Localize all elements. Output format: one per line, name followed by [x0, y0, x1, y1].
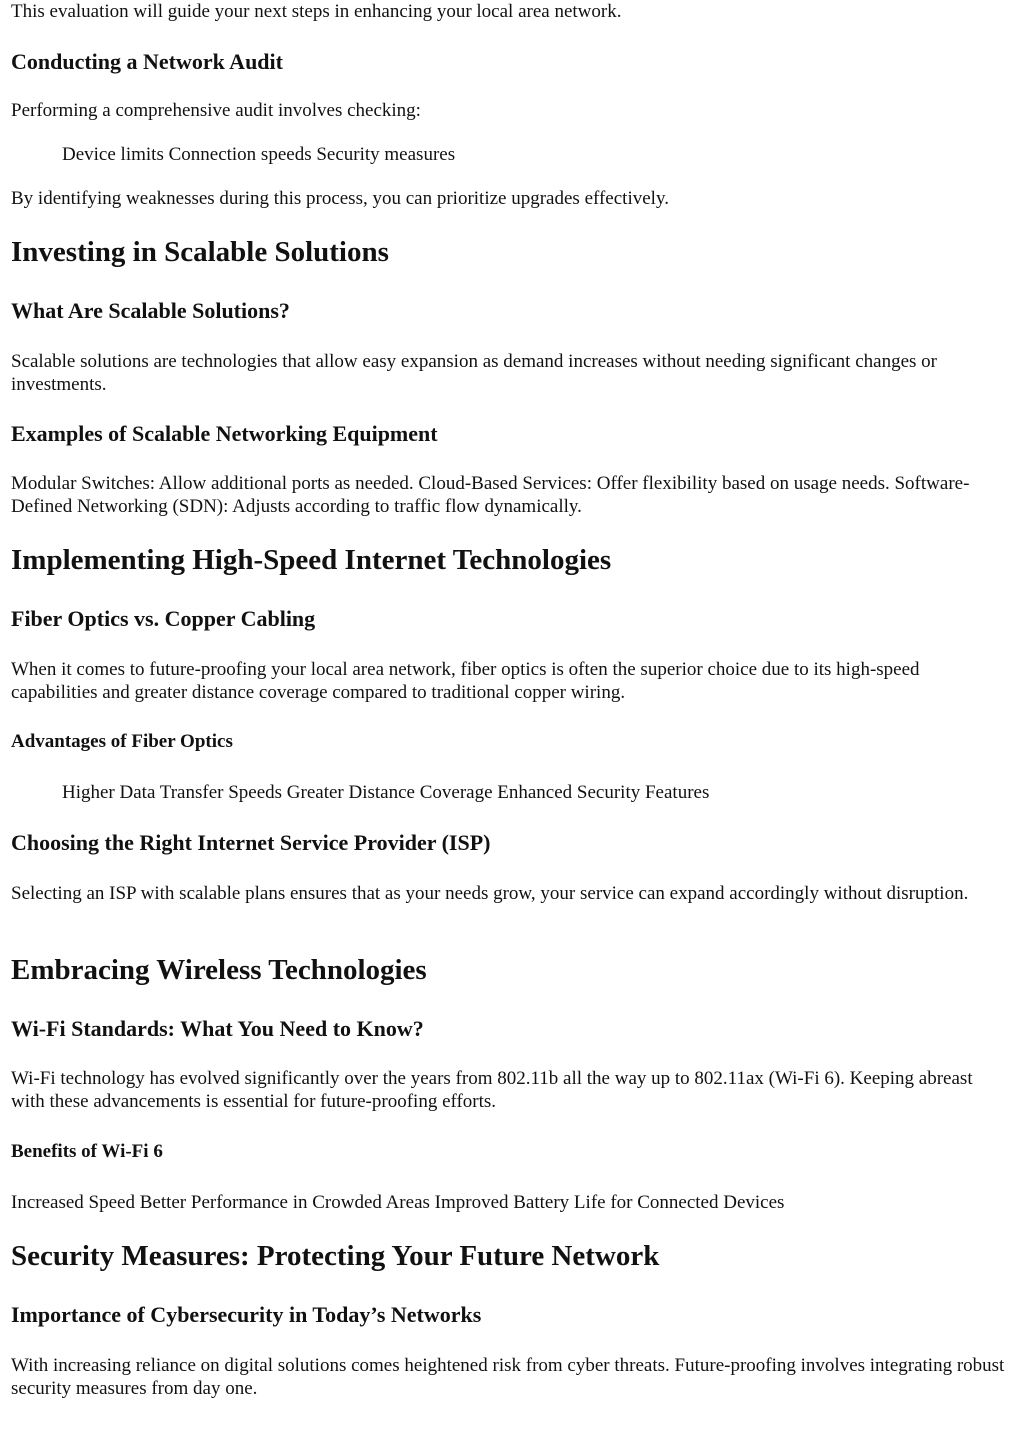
intro-paragraph: This evaluation will guide your next steps in enhancing your local area network.: [11, 1, 622, 22]
fiber-advantages-list: Higher Data Transfer Speeds Greater Distance Coverage Enhanced Security Features: [62, 782, 710, 803]
scalable-what-heading: What Are Scalable Solutions?: [11, 298, 290, 323]
security-section-heading: Security Measures: Protecting Your Future Network: [11, 1240, 660, 1272]
isp-paragraph: Selecting an ISP with scalable plans ensures that as your needs grow, your service can expand accordingly without disruption.: [11, 883, 969, 904]
fiber-heading: Fiber Optics vs. Copper Cabling: [11, 606, 316, 631]
audit-lead-paragraph: Performing a comprehensive audit involves checking:: [11, 100, 421, 121]
wifi-standards-heading: Wi-Fi Standards: What You Need to Know?: [11, 1016, 424, 1041]
isp-heading: Choosing the Right Internet Service Provider (ISP): [11, 830, 491, 855]
wifi-standards-paragraph: Wi-Fi technology has evolved significantly over the years from 802.11b all the way up to 802.11ax (Wi-Fi 6). Keeping abreast with these advancements is essential for future-proofing efforts.: [11, 1068, 973, 1112]
cybersecurity-heading: Importance of Cybersecurity in Today’s Networks: [11, 1302, 482, 1327]
audit-checklist: Device limits Connection speeds Security measures: [62, 144, 456, 165]
scalable-what-paragraph: Scalable solutions are technologies that allow easy expansion as demand increases without needing significant changes or investments.: [11, 351, 937, 395]
audit-heading: Conducting a Network Audit: [11, 49, 283, 74]
wireless-section-heading: Embracing Wireless Technologies: [11, 954, 427, 986]
highspeed-section-heading: Implementing High-Speed Internet Technologies: [11, 544, 612, 576]
scalable-examples-heading: Examples of Scalable Networking Equipment: [11, 421, 438, 446]
wifi6-benefits-list: Increased Speed Better Performance in Crowded Areas Improved Battery Life for Connected Devices: [11, 1192, 785, 1213]
wifi6-benefits-heading: Benefits of Wi-Fi 6: [11, 1141, 163, 1162]
scalable-section-heading: Investing in Scalable Solutions: [11, 236, 389, 268]
scalable-examples-paragraph: Modular Switches: Allow additional ports as needed. Cloud-Based Services: Offer flexibility based on usage needs. Software-Defined Networking (SDN): Adjusts according to traffic flow dynamically.: [11, 473, 970, 517]
fiber-advantages-heading: Advantages of Fiber Optics: [11, 731, 233, 752]
cybersecurity-paragraph: With increasing reliance on digital solutions comes heightened risk from cyber threats. Future-proofing involves integrating robust security measures from day one.: [11, 1355, 1005, 1399]
audit-follow-paragraph: By identifying weaknesses during this process, you can prioritize upgrades effectively.: [11, 188, 669, 209]
fiber-paragraph: When it comes to future-proofing your local area network, fiber optics is often the superior choice due to its high-speed capabilities and greater distance coverage compared to traditional copper wiring.: [11, 659, 920, 703]
